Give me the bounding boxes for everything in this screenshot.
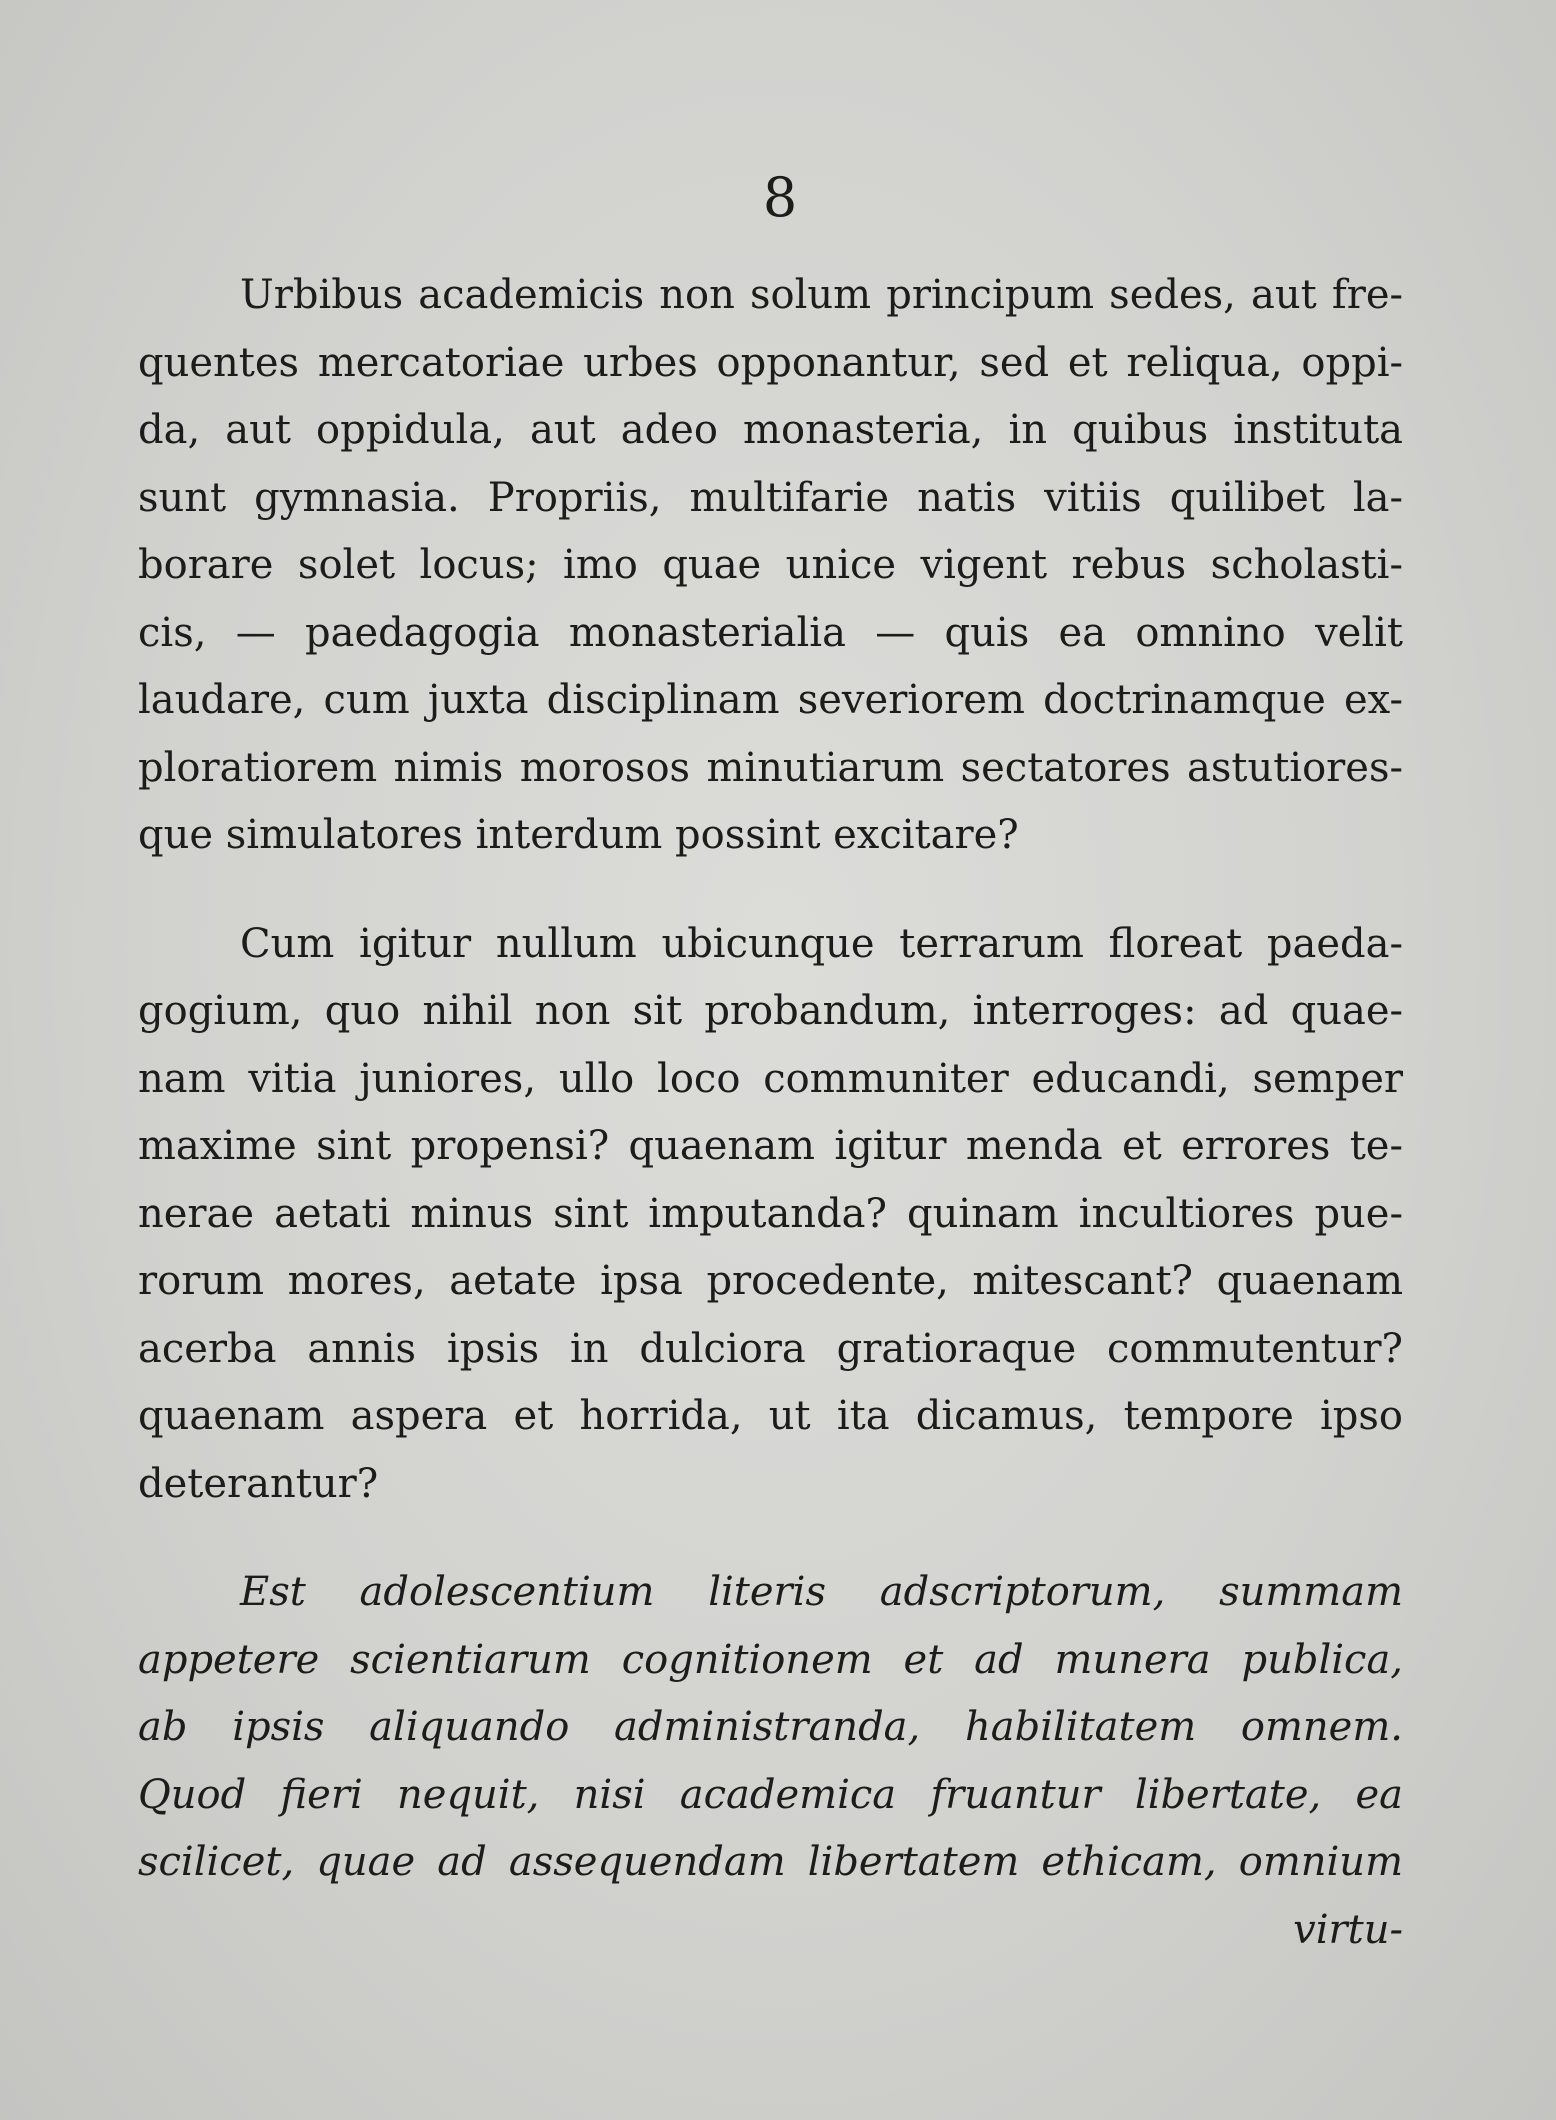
paragraph-1 bbox=[138, 262, 1403, 870]
text-line: que simulatores interdum possint excitare? bbox=[138, 812, 1019, 858]
page-text bbox=[138, 262, 1403, 1964]
paragraph-2 bbox=[138, 911, 1403, 1519]
paragraph-gap bbox=[138, 1518, 1403, 1559]
text-line: quaenam aspera et horrida, ut ita dicamus, tempore ipso bbox=[138, 1393, 1403, 1439]
text-line: rorum mores, aetate ipsa procedente, mitescant? quaenam bbox=[138, 1258, 1403, 1304]
paragraph-3 bbox=[138, 1559, 1403, 1964]
text-line: cis, — paedagogia monasterialia — quis ea omnino velit bbox=[138, 609, 1403, 656]
text-line: nerae aetati minus sint imputanda? quinam incultiores pue- bbox=[138, 1190, 1403, 1237]
text-line: laudare, cum juxta disciplinam severiorem doctrinamque ex- bbox=[138, 677, 1403, 723]
text-line: scilicet, quae ad assequendam libertatem ethicam, omnium bbox=[138, 1839, 1403, 1885]
text-line: ab ipsis aliquando administranda, habilitatem omnem. bbox=[138, 1704, 1403, 1750]
text-line: appetere scientiarum cognitionem et ad munera publica, bbox=[138, 1636, 1403, 1683]
text-line: Est adolescentium literis adscriptorum, summam bbox=[240, 1569, 1403, 1615]
text-line: sunt gymnasia. Propriis, multifarie natis vitiis quilibet la- bbox=[138, 474, 1403, 521]
text-line: Urbibus academicis non solum principum sedes, aut fre- bbox=[240, 272, 1403, 318]
text-line: acerba annis ipsis in dulciora gratioraque commutentur? bbox=[138, 1325, 1403, 1372]
text-line: quentes mercatoriae urbes opponantur, sed et reliqua, oppi- bbox=[138, 339, 1403, 386]
paragraph-gap bbox=[138, 870, 1403, 911]
text-line: nam vitia juniores, ullo loco communiter educandi, semper bbox=[138, 1055, 1403, 1102]
text-line: da, aut oppidula, aut adeo monasteria, in quibus instituta bbox=[138, 407, 1403, 453]
page-number: 8 bbox=[762, 166, 798, 229]
text-line: borare solet locus; imo quae unice vigent rebus scholasti- bbox=[138, 542, 1403, 588]
text-line: Cum igitur nullum ubicunque terrarum floreat paeda- bbox=[240, 920, 1403, 967]
text-line: Quod fieri nequit, nisi academica fruantur libertate, ea bbox=[138, 1771, 1403, 1818]
catchword: virtu- bbox=[1293, 1906, 1403, 1953]
text-line: deterantur? bbox=[138, 1460, 379, 1507]
text-line: maxime sint propensi? quaenam igitur menda et errores te- bbox=[138, 1123, 1403, 1169]
text-line: ploratiorem nimis morosos minutiarum sectatores astutiores- bbox=[138, 744, 1403, 791]
text-line: gogium, quo nihil non sit probandum, interroges: ad quae- bbox=[138, 988, 1403, 1034]
